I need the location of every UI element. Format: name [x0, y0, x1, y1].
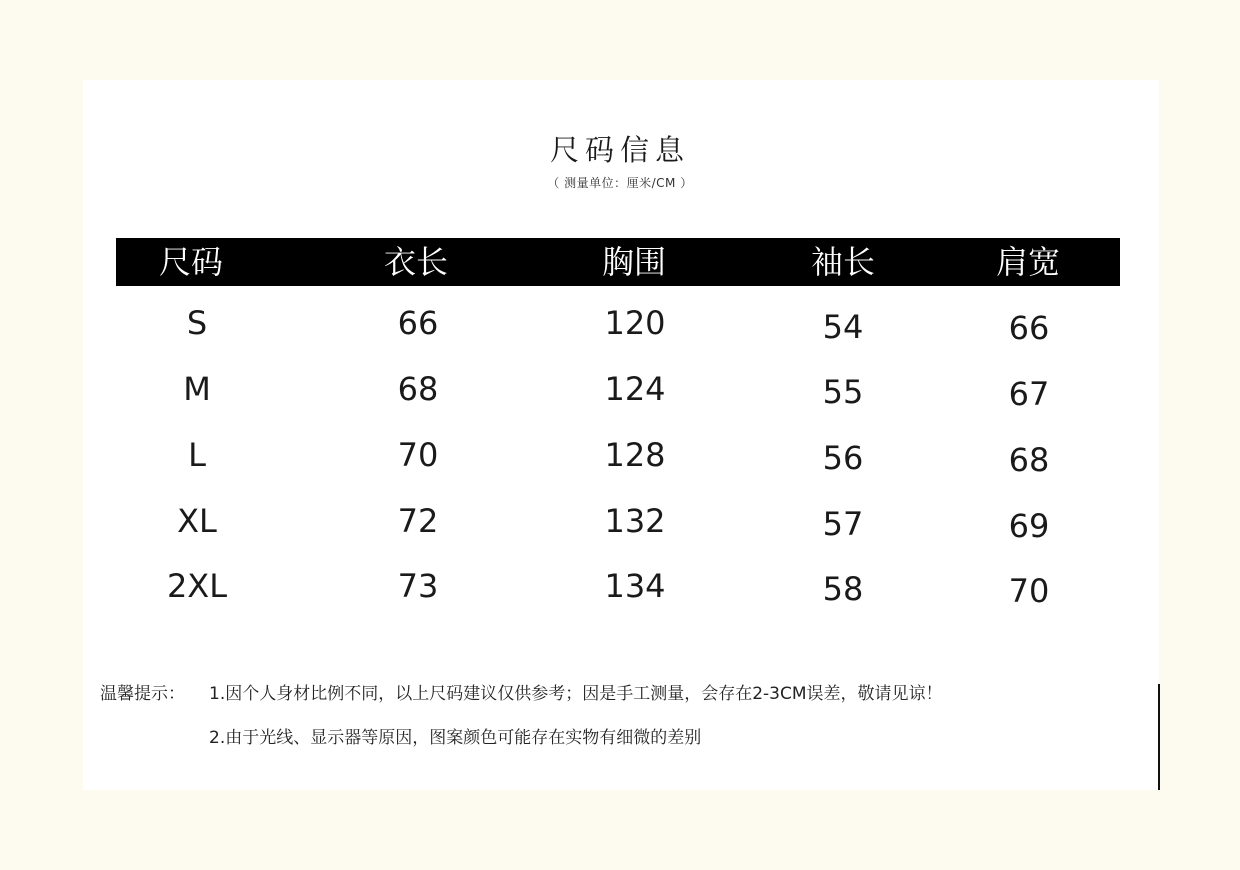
cell-chest: 128	[604, 436, 666, 474]
cell-length: 73	[397, 567, 439, 605]
cell-shoulder: 68	[1008, 441, 1050, 479]
cell-size: L	[188, 436, 206, 474]
cell-size: M	[183, 370, 211, 408]
cell-chest: 120	[604, 304, 666, 342]
cell-sleeve: 58	[822, 570, 864, 608]
header-sleeve: 袖长	[810, 243, 876, 281]
cell-size: S	[186, 304, 208, 342]
cell-chest: 134	[604, 567, 666, 605]
cell-length: 68	[397, 370, 439, 408]
cell-sleeve: 55	[822, 373, 864, 411]
cell-size: XL	[177, 502, 217, 540]
header-size: 尺码	[158, 243, 224, 281]
cell-chest: 132	[604, 502, 666, 540]
page-title: 尺码信息	[549, 133, 690, 167]
cell-sleeve: 54	[822, 308, 864, 346]
cell-size: 2XL	[166, 567, 228, 605]
cell-sleeve: 56	[822, 439, 864, 477]
cell-shoulder: 70	[1008, 572, 1050, 610]
cell-length: 72	[397, 502, 439, 540]
edge-line	[1158, 684, 1160, 790]
cell-sleeve: 57	[822, 505, 864, 543]
cell-chest: 124	[604, 370, 666, 408]
header-shoulder: 肩宽	[995, 243, 1061, 281]
table-header	[116, 238, 1120, 286]
unit-subtitle: （ 测量单位：厘米/CM ）	[547, 176, 693, 190]
notes-label: 温馨提示：	[100, 684, 185, 704]
cell-shoulder: 66	[1008, 309, 1050, 347]
notes-line-1: 1.因个人身材比例不同，以上尺码建议仅供参考；因是手工测量，会存在2-3CM误差，敬请见谅！	[209, 684, 943, 704]
header-chest: 胸围	[601, 243, 667, 281]
cell-shoulder: 67	[1008, 375, 1050, 413]
header-length: 衣长	[383, 243, 449, 281]
cell-shoulder: 69	[1008, 507, 1050, 545]
notes-line-2: 2.由于光线、显示器等原因，图案颜色可能存在实物有细微的差别	[209, 728, 702, 748]
cell-length: 66	[397, 304, 439, 342]
cell-length: 70	[397, 436, 439, 474]
